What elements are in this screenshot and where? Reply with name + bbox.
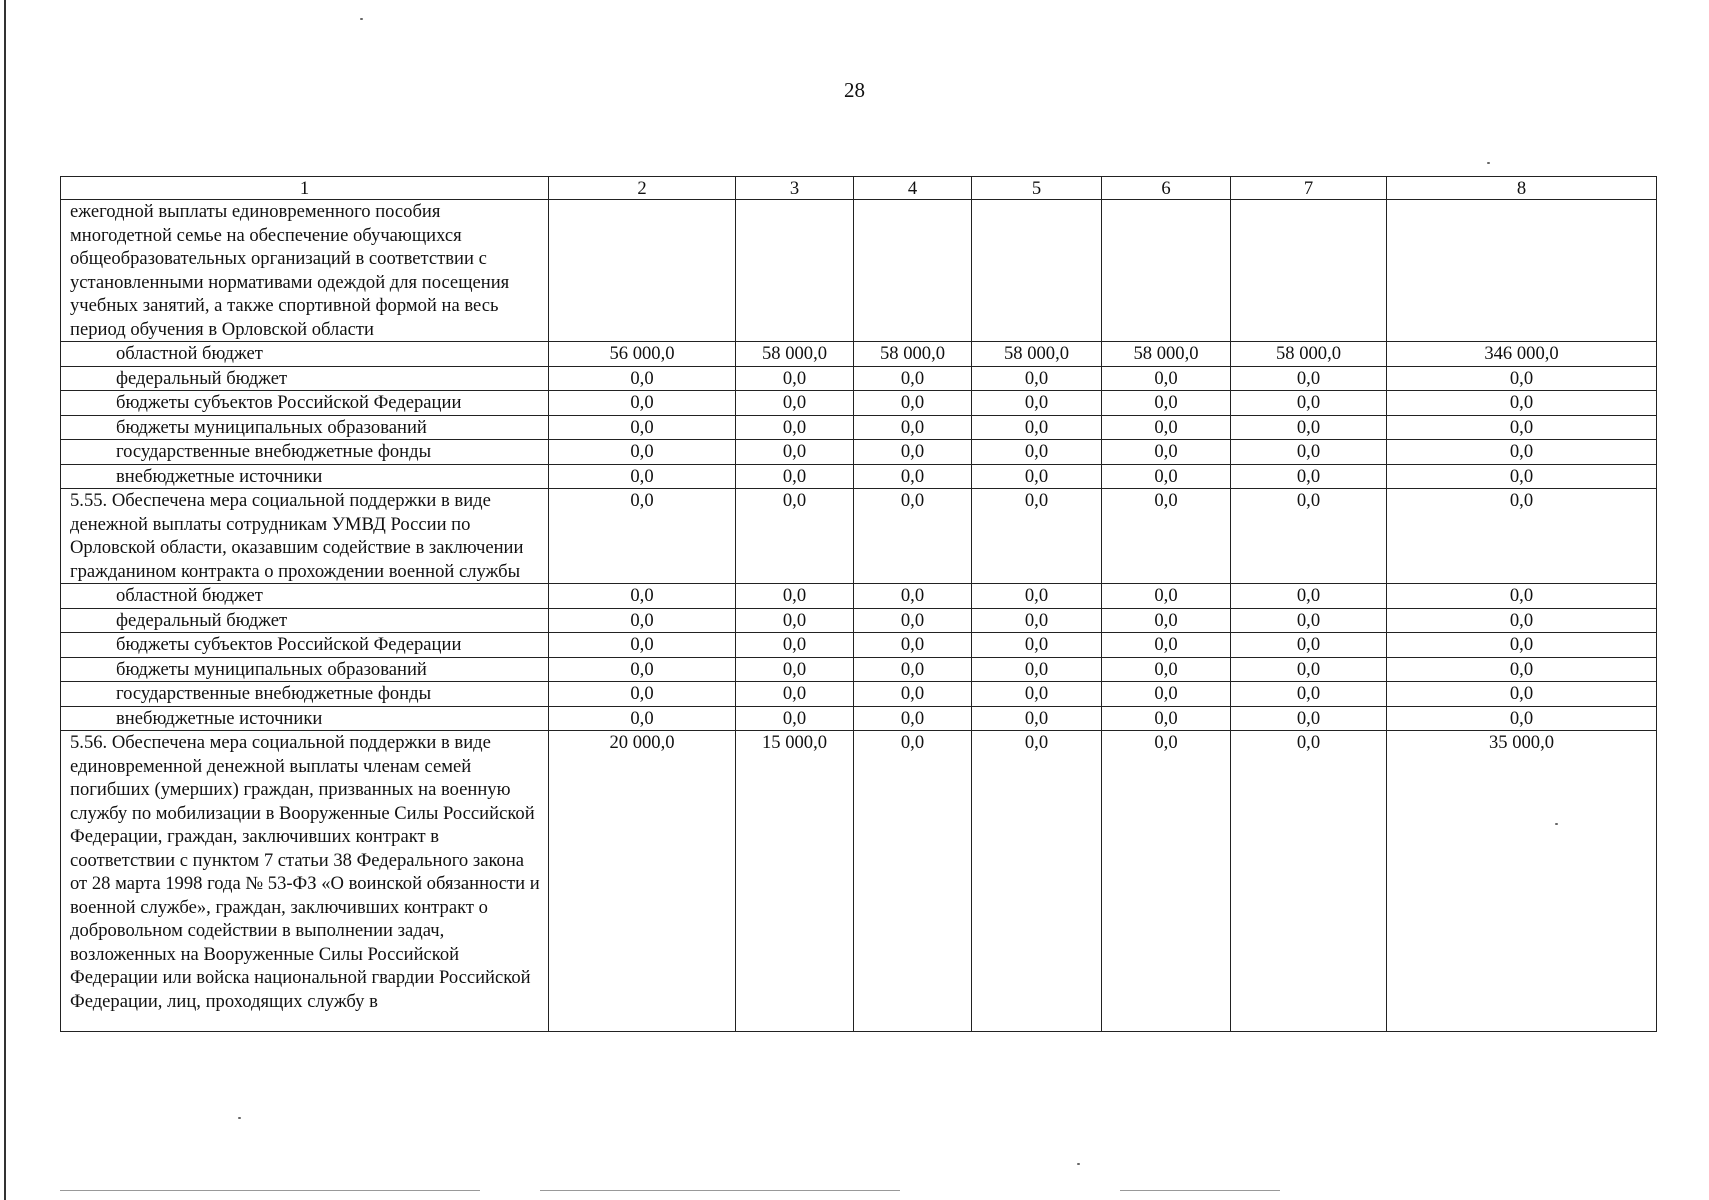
- value-cell: 0,0: [1231, 584, 1387, 609]
- value-cell: 346 000,0: [1387, 342, 1657, 367]
- value-cell: 0,0: [549, 366, 736, 391]
- value-cell: 0,0: [1102, 706, 1231, 731]
- budget-source-label: государственные внебюджетные фонды: [61, 440, 549, 465]
- value-cell: 0,0: [854, 731, 972, 1032]
- value-cell: 0,0: [1387, 608, 1657, 633]
- column-number: 1: [61, 177, 549, 200]
- value-cell: 0,0: [1387, 706, 1657, 731]
- value-cell: 0,0: [1231, 391, 1387, 416]
- table-row-budget-source: [61, 633, 1657, 658]
- value-cell: 0,0: [549, 657, 736, 682]
- table-row-item: [61, 200, 1657, 342]
- value-cell: 0,0: [1231, 657, 1387, 682]
- budget-source-label: государственные внебюджетные фонды: [61, 682, 549, 707]
- value-cell: 58 000,0: [972, 342, 1102, 367]
- scan-edge: [4, 0, 6, 1200]
- value-cell: 0,0: [1387, 366, 1657, 391]
- value-cell: 0,0: [736, 415, 854, 440]
- value-cell: 0,0: [854, 440, 972, 465]
- value-cell: [549, 200, 736, 342]
- value-cell: 0,0: [854, 706, 972, 731]
- table-body: [61, 200, 1657, 1032]
- table-row-budget-source: [61, 366, 1657, 391]
- value-cell: 0,0: [736, 657, 854, 682]
- value-cell: 0,0: [736, 584, 854, 609]
- value-cell: 58 000,0: [1231, 342, 1387, 367]
- value-cell: 0,0: [1231, 366, 1387, 391]
- table-row-budget-source: [61, 342, 1657, 367]
- value-cell: [1387, 200, 1657, 342]
- column-number: 4: [854, 177, 972, 200]
- value-cell: 0,0: [1387, 489, 1657, 584]
- value-cell: 0,0: [972, 584, 1102, 609]
- value-cell: 0,0: [549, 391, 736, 416]
- column-number: 7: [1231, 177, 1387, 200]
- value-cell: 0,0: [1387, 682, 1657, 707]
- table-row-budget-source: [61, 415, 1657, 440]
- value-cell: [972, 200, 1102, 342]
- value-cell: 0,0: [1231, 489, 1387, 584]
- budget-source-label: внебюджетные источники: [61, 706, 549, 731]
- value-cell: 58 000,0: [854, 342, 972, 367]
- value-cell: 0,0: [1102, 608, 1231, 633]
- value-cell: [854, 200, 972, 342]
- value-cell: 0,0: [549, 440, 736, 465]
- value-cell: 0,0: [1387, 415, 1657, 440]
- value-cell: 0,0: [854, 464, 972, 489]
- table-row-budget-source: [61, 391, 1657, 416]
- value-cell: 0,0: [1102, 584, 1231, 609]
- column-number: 5: [972, 177, 1102, 200]
- value-cell: 0,0: [549, 608, 736, 633]
- table-row-budget-source: [61, 657, 1657, 682]
- value-cell: 0,0: [549, 415, 736, 440]
- value-cell: 0,0: [972, 682, 1102, 707]
- value-cell: 0,0: [854, 657, 972, 682]
- column-number-row: [61, 177, 1657, 200]
- value-cell: 0,0: [549, 633, 736, 658]
- value-cell: 0,0: [549, 706, 736, 731]
- value-cell: [736, 200, 854, 342]
- table-row-budget-source: [61, 608, 1657, 633]
- value-cell: 0,0: [854, 366, 972, 391]
- value-cell: 0,0: [1387, 584, 1657, 609]
- value-cell: 0,0: [972, 415, 1102, 440]
- budget-source-label: внебюджетные источники: [61, 464, 549, 489]
- value-cell: 0,0: [854, 415, 972, 440]
- value-cell: 0,0: [736, 633, 854, 658]
- table-row-item: [61, 731, 1657, 1032]
- value-cell: 56 000,0: [549, 342, 736, 367]
- value-cell: 0,0: [1231, 415, 1387, 440]
- table-row-budget-source: [61, 440, 1657, 465]
- scan-artifact-line: [1120, 1190, 1280, 1191]
- value-cell: 35 000,0: [1387, 731, 1657, 1032]
- value-cell: 0,0: [1102, 682, 1231, 707]
- value-cell: 0,0: [972, 731, 1102, 1032]
- value-cell: 0,0: [736, 391, 854, 416]
- value-cell: 0,0: [1102, 489, 1231, 584]
- value-cell: 0,0: [854, 391, 972, 416]
- value-cell: 0,0: [972, 706, 1102, 731]
- value-cell: 0,0: [1231, 682, 1387, 707]
- column-number: 3: [736, 177, 854, 200]
- column-number: 2: [549, 177, 736, 200]
- value-cell: 0,0: [854, 489, 972, 584]
- budget-source-label: бюджеты субъектов Российской Федерации: [61, 391, 549, 416]
- value-cell: 0,0: [1231, 731, 1387, 1032]
- value-cell: 0,0: [1102, 415, 1231, 440]
- value-cell: 0,0: [736, 682, 854, 707]
- budget-source-label: бюджеты субъектов Российской Федерации: [61, 633, 549, 658]
- budget-source-label: бюджеты муниципальных образований: [61, 415, 549, 440]
- budget-source-label: федеральный бюджет: [61, 608, 549, 633]
- value-cell: 0,0: [1231, 633, 1387, 658]
- value-cell: 0,0: [736, 440, 854, 465]
- value-cell: 0,0: [736, 706, 854, 731]
- value-cell: 0,0: [549, 584, 736, 609]
- value-cell: 0,0: [1387, 657, 1657, 682]
- value-cell: 0,0: [1231, 440, 1387, 465]
- page-number: 28: [844, 78, 865, 102]
- value-cell: 0,0: [1102, 731, 1231, 1032]
- value-cell: 0,0: [1387, 464, 1657, 489]
- value-cell: 0,0: [736, 489, 854, 584]
- value-cell: 0,0: [972, 366, 1102, 391]
- value-cell: 0,0: [972, 440, 1102, 465]
- scan-speck: [1487, 162, 1490, 164]
- value-cell: 0,0: [1231, 608, 1387, 633]
- column-number: 6: [1102, 177, 1231, 200]
- budget-table: [60, 176, 1657, 1032]
- value-cell: 0,0: [854, 608, 972, 633]
- value-cell: 0,0: [854, 584, 972, 609]
- scan-speck: [1077, 1163, 1080, 1165]
- value-cell: [1102, 200, 1231, 342]
- value-cell: 0,0: [972, 633, 1102, 658]
- scan-speck: [1555, 823, 1558, 825]
- value-cell: 0,0: [1102, 440, 1231, 465]
- scan-speck: [360, 18, 363, 20]
- value-cell: 0,0: [736, 464, 854, 489]
- value-cell: 15 000,0: [736, 731, 854, 1032]
- value-cell: 0,0: [972, 464, 1102, 489]
- item-description: 5.56. Обеспечена мера социальной поддержки в виде единовременной денежной выплаты членам семей погибших (умерших) граждан, призванных на военную службу по мобилизации в Вооруженные Силы Российской Федерации, граждан, заключивших контракт в соответствии с пунктом 7 статьи 38 Федерального закона от 28 марта 1998 года № 53-ФЗ «О воинской обязанности и военной службе», граждан, заключивших контракт о добровольном содействии в выполнении задач, возложенных на Вооруженные Силы Российской Федерации или войска национальной гвардии Российской Федерации, лиц, проходящих службу в: [61, 731, 549, 1032]
- value-cell: 0,0: [972, 608, 1102, 633]
- column-number: 8: [1387, 177, 1657, 200]
- value-cell: [1231, 200, 1387, 342]
- value-cell: 0,0: [1387, 440, 1657, 465]
- value-cell: 0,0: [854, 633, 972, 658]
- value-cell: 0,0: [972, 489, 1102, 584]
- value-cell: 0,0: [1387, 633, 1657, 658]
- value-cell: 0,0: [1102, 391, 1231, 416]
- scan-artifact-line: [540, 1190, 900, 1191]
- budget-source-label: бюджеты муниципальных образований: [61, 657, 549, 682]
- table-row-item: [61, 489, 1657, 584]
- value-cell: 0,0: [736, 608, 854, 633]
- value-cell: 0,0: [1102, 464, 1231, 489]
- value-cell: 0,0: [1102, 366, 1231, 391]
- item-description: ежегодной выплаты единовременного пособия многодетной семье на обеспечение обучающихся общеобразовательных организаций в соответствии с установленными нормативами одеждой для посещения учебных занятий, а также спортивной формой на весь период обучения в Орловской области: [61, 200, 549, 342]
- scan-speck: [238, 1117, 241, 1119]
- value-cell: 0,0: [1102, 657, 1231, 682]
- table-row-budget-source: [61, 706, 1657, 731]
- value-cell: 0,0: [549, 682, 736, 707]
- budget-source-label: областной бюджет: [61, 342, 549, 367]
- value-cell: 0,0: [1231, 706, 1387, 731]
- budget-source-label: областной бюджет: [61, 584, 549, 609]
- value-cell: 58 000,0: [736, 342, 854, 367]
- value-cell: 0,0: [736, 366, 854, 391]
- budget-source-label: федеральный бюджет: [61, 366, 549, 391]
- table-row-budget-source: [61, 584, 1657, 609]
- value-cell: 0,0: [549, 464, 736, 489]
- table-row-budget-source: [61, 464, 1657, 489]
- table-row-budget-source: [61, 682, 1657, 707]
- scan-artifact-line: [60, 1190, 480, 1191]
- value-cell: 0,0: [972, 657, 1102, 682]
- value-cell: 0,0: [972, 391, 1102, 416]
- value-cell: 0,0: [854, 682, 972, 707]
- value-cell: 20 000,0: [549, 731, 736, 1032]
- value-cell: 58 000,0: [1102, 342, 1231, 367]
- value-cell: 0,0: [1102, 633, 1231, 658]
- value-cell: 0,0: [1231, 464, 1387, 489]
- item-description: 5.55. Обеспечена мера социальной поддержки в виде денежной выплаты сотрудникам УМВД России по Орловской области, оказавшим содействие в заключении гражданином контракта о прохождении военной службы: [61, 489, 549, 584]
- value-cell: 0,0: [1387, 391, 1657, 416]
- value-cell: 0,0: [549, 489, 736, 584]
